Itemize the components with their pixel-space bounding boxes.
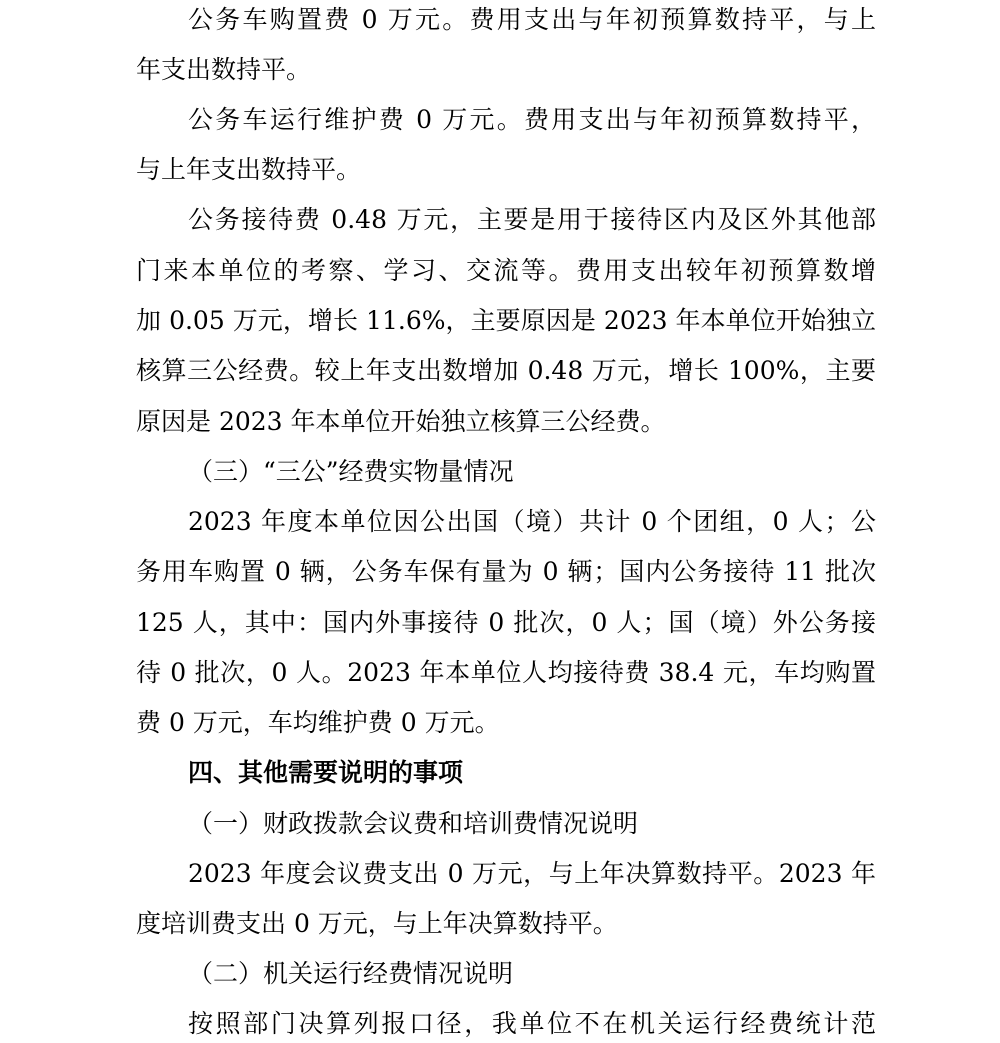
paragraph-physical-line-1: 2023 年度本单位因公出国（境）共计 0 个团组，0 人；公 (188, 507, 876, 536)
paragraph-reception-line-1: 公务接待费 0.48 万元，主要是用于接待区内及区外其他部 (188, 205, 876, 234)
paragraph-vehicle-maintenance-line-1: 公务车运行维护费 0 万元。费用支出与年初预算数持平， (188, 105, 876, 134)
paragraph-physical-line-2: 务用车购置 0 辆，公务车保有量为 0 辆；国内公务接待 11 批次 (136, 557, 876, 586)
paragraph-vehicle-purchase-line-1: 公务车购置费 0 万元。费用支出与年初预算数持平，与上 (188, 5, 876, 34)
subheading-meeting-training: （一）财政拨款会议费和培训费情况说明 (188, 809, 639, 838)
paragraph-meeting-line-2: 度培训费支出 0 万元，与上年决算数持平。 (136, 909, 618, 938)
paragraph-reception-line-5: 原因是 2023 年本单位开始独立核算三公经费。 (136, 407, 666, 436)
section-heading-other-matters: 四、其他需要说明的事项 (188, 758, 464, 787)
paragraph-reception-line-3: 加 0.05 万元，增长 11.6%，主要原因是 2023 年本单位开始独立 (136, 306, 876, 335)
paragraph-physical-line-4: 待 0 批次，0 人。2023 年本单位人均接待费 38.4 元，车均购置 (136, 658, 876, 687)
paragraph-reception-line-2: 门来本单位的考察、学习、交流等。费用支出较年初预算数增 (136, 256, 876, 285)
paragraph-operating-line-1: 按照部门决算列报口径，我单位不在机关运行经费统计范 (188, 1009, 876, 1038)
paragraph-meeting-line-1: 2023 年度会议费支出 0 万元，与上年决算数持平。2023 年 (188, 859, 876, 888)
paragraph-vehicle-purchase-line-2: 年支出数持平。 (136, 55, 312, 84)
paragraph-reception-line-4: 核算三公经费。较上年支出数增加 0.48 万元，增长 100%，主要 (136, 356, 876, 385)
paragraph-physical-line-5: 费 0 万元，车均维护费 0 万元。 (136, 708, 500, 737)
paragraph-physical-line-3: 125 人，其中：国内外事接待 0 批次，0 人；国（境）外公务接 (136, 608, 876, 637)
subheading-operating-expenses: （二）机关运行经费情况说明 (188, 959, 514, 988)
paragraph-vehicle-maintenance-line-2: 与上年支出数持平。 (136, 155, 362, 184)
subheading-physical-quantity: （三）“三公”经费实物量情况 (188, 457, 514, 486)
